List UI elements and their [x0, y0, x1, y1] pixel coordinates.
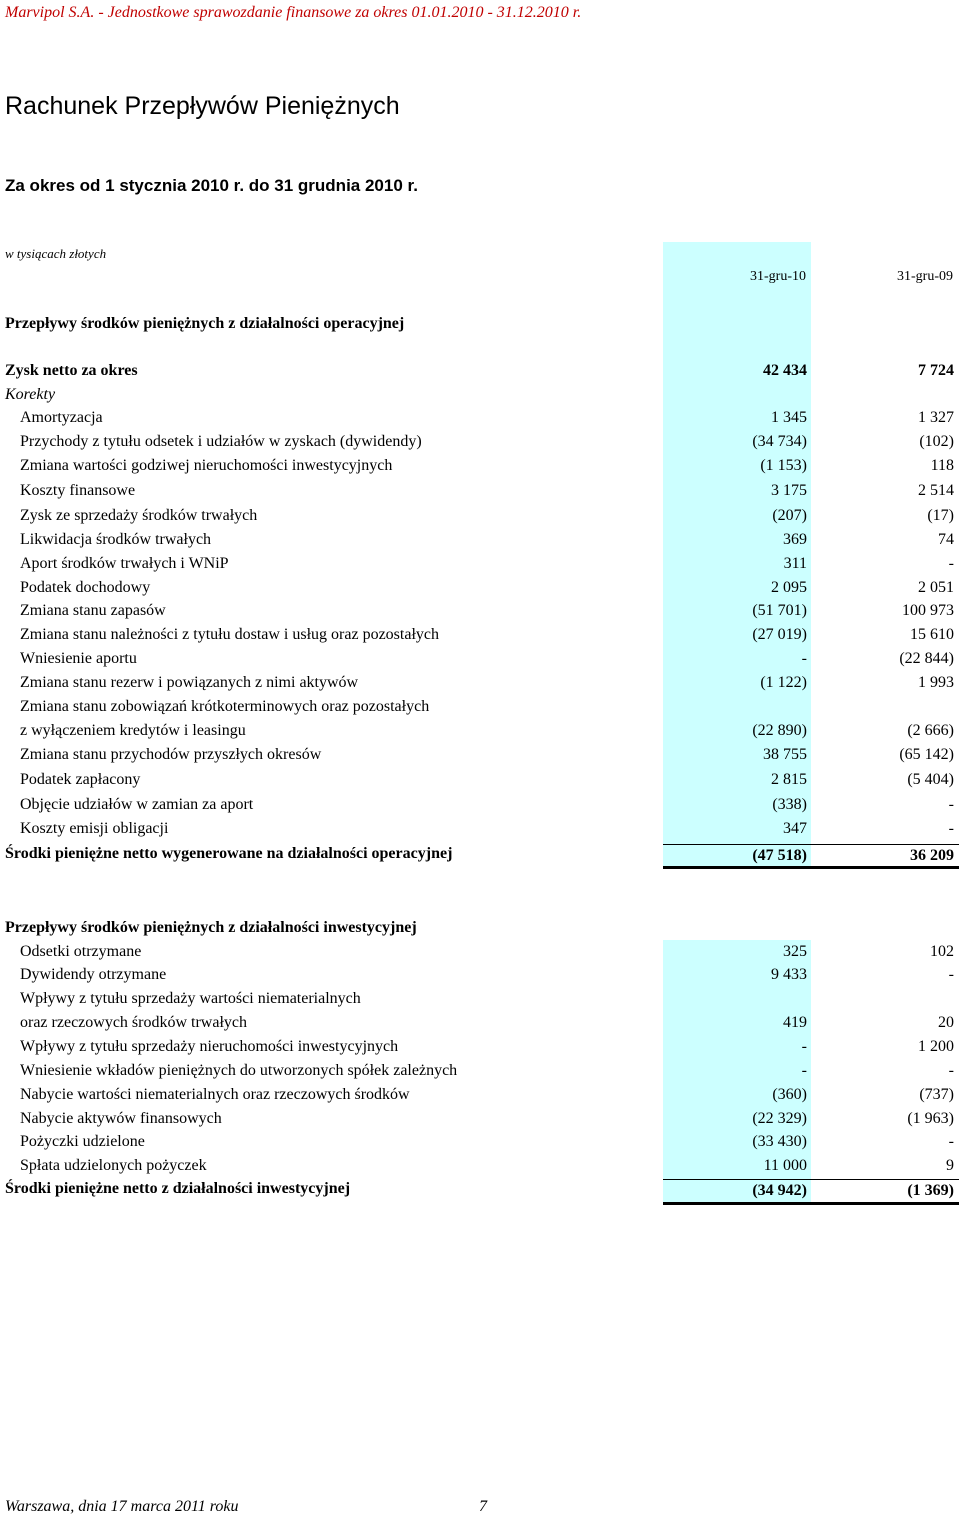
row-label: Dywidendy otrzymane — [20, 966, 167, 983]
row-value-2009: - — [948, 555, 954, 572]
row-label: Zmiana stanu należności z tytułu dostaw i usług oraz pozostałych — [20, 626, 439, 643]
row-label: Pożyczki udzielone — [20, 1133, 145, 1150]
row-value-2009: (65 142) — [899, 746, 954, 763]
row-value-2010: 325 — [783, 943, 807, 960]
row-value-2010: 2 815 — [771, 771, 807, 788]
row-value-2010: (33 430) — [752, 1133, 807, 1150]
row-value-2010: - — [801, 1062, 807, 1079]
row-value-2010: (22 329) — [752, 1110, 807, 1127]
row-label: Wniesienie aportu — [20, 650, 137, 667]
row-label: Zmiana stanu rezerw i powiązanych z nimi aktywów — [20, 674, 359, 691]
table-row — [0, 579, 960, 603]
column-header-2009: 31-gru-09 — [897, 269, 953, 284]
row-label: Wpływy z tytułu sprzedaży nieruchomości inwestycyjnych — [20, 1038, 399, 1055]
row-label: Wniesienie wkładów pieniężnych do utworzonych spółek zależnych — [20, 1062, 458, 1079]
investing-total-label: Środki pieniężne netto z działalności inwestycyjnej — [5, 1180, 351, 1197]
currency-unit-note: w tysiącach złotych — [5, 246, 107, 261]
table-row — [0, 1157, 960, 1181]
table-row — [0, 674, 960, 698]
row-value-2010: (51 701) — [752, 602, 807, 619]
table-row — [0, 626, 960, 650]
row-value-2009: - — [948, 1133, 954, 1150]
row-value-2009: 100 973 — [902, 602, 954, 619]
row-label: z wyłączeniem kredytów i leasingu — [20, 722, 246, 739]
page-title: Rachunek Przepływów Pieniężnych — [5, 92, 400, 120]
table-row — [0, 507, 960, 531]
row-value-2009: (2 666) — [907, 722, 954, 739]
table-row — [0, 1038, 960, 1062]
row-value-2010: 347 — [783, 820, 807, 837]
net-profit-row — [0, 362, 960, 386]
table-row — [0, 771, 960, 795]
row-value-2010: - — [801, 1038, 807, 1055]
investing-total-2010: (34 942) — [752, 1182, 807, 1199]
row-value-2009: - — [948, 1062, 954, 1079]
table-row — [0, 602, 960, 626]
row-label: Podatek dochodowy — [20, 579, 151, 596]
investing-total-2009: (1 369) — [907, 1182, 954, 1199]
table-row — [0, 409, 960, 433]
row-value-2010: 11 000 — [763, 1157, 807, 1174]
investing-total-bottom-rule — [663, 1202, 959, 1205]
row-value-2010: (207) — [772, 507, 807, 524]
table-row — [0, 457, 960, 481]
row-value-2009: - — [948, 796, 954, 813]
row-label: Wpływy z tytułu sprzedaży wartości niematerialnych — [20, 990, 361, 1007]
row-value-2010: (1 122) — [760, 674, 807, 691]
row-value-2009: 2 514 — [918, 482, 954, 499]
row-label: oraz rzeczowych środków trwałych — [20, 1014, 248, 1031]
row-value-2010: 2 095 — [771, 579, 807, 596]
table-row — [0, 1133, 960, 1157]
row-value-2009: 20 — [938, 1014, 954, 1031]
row-value-2009: (22 844) — [899, 650, 954, 667]
table-row — [0, 698, 960, 722]
row-value-2010: 419 — [783, 1014, 807, 1031]
row-value-2009: 2 051 — [918, 579, 954, 596]
row-value-2010: - — [801, 650, 807, 667]
row-value-2009: 1 993 — [918, 674, 954, 691]
row-label: Podatek zapłacony — [20, 771, 141, 788]
column-header-2010: 31-gru-10 — [750, 269, 806, 284]
investing-total-row — [0, 1180, 960, 1204]
row-value-2010: 311 — [783, 555, 807, 572]
net-profit-2010: 42 434 — [763, 362, 807, 379]
adjustments-heading — [0, 386, 960, 410]
row-value-2010: 369 — [783, 531, 807, 548]
table-row — [0, 1014, 960, 1038]
row-value-2010: 1 345 — [771, 409, 807, 426]
row-value-2009: (17) — [927, 507, 954, 524]
row-value-2010: (34 734) — [752, 433, 807, 450]
row-label: Amortyzacja — [20, 409, 103, 426]
row-value-2009: 9 — [946, 1157, 954, 1174]
table-row — [0, 555, 960, 579]
operating-total-label: Środki pieniężne netto wygenerowane na działalności operacyjnej — [5, 845, 453, 862]
row-label: Odsetki otrzymane — [20, 943, 142, 960]
operating-total-bottom-rule — [663, 866, 959, 869]
row-label: Zmiana wartości godziwej nieruchomości inwestycyjnych — [20, 457, 393, 474]
row-value-2009: (5 404) — [907, 771, 954, 788]
row-value-2010: (360) — [772, 1086, 807, 1103]
row-label: Nabycie wartości niematerialnych oraz rzeczowych środków — [20, 1086, 410, 1103]
investing-heading-label: Przepływy środków pieniężnych z działalności inwestycyjnej — [5, 919, 417, 936]
table-row — [0, 746, 960, 770]
row-label: Likwidacja środków trwałych — [20, 531, 212, 548]
investing-section-heading — [0, 919, 960, 943]
row-value-2010: 9 433 — [771, 966, 807, 983]
row-label: Spłata udzielonych pożyczek — [20, 1157, 207, 1174]
row-label: Koszty emisji obligacji — [20, 820, 169, 837]
row-value-2009: 15 610 — [910, 626, 954, 643]
table-row — [0, 796, 960, 820]
table-row — [0, 943, 960, 967]
table-row — [0, 1086, 960, 1110]
footer-place-date: Warszawa, dnia 17 marca 2011 roku — [5, 1498, 239, 1515]
document-header: Marvipol S.A. - Jednostkowe sprawozdanie finansowe za okres 01.01.2010 - 31.12.2010 r. — [5, 4, 582, 21]
row-label: Zmiana stanu zapasów — [20, 602, 166, 619]
table-row — [0, 650, 960, 674]
row-label: Przychody z tytułu odsetek i udziałów w zyskach (dywidendy) — [20, 433, 422, 450]
row-value-2009: 118 — [930, 457, 954, 474]
row-label: Zmiana stanu zobowiązań krótkoterminowych oraz pozostałych — [20, 698, 430, 715]
page-number: 7 — [479, 1498, 487, 1515]
row-label: Koszty finansowe — [20, 482, 136, 499]
net-profit-2009: 7 724 — [918, 362, 954, 379]
operating-section-heading — [0, 315, 960, 339]
operating-total-2009: 36 209 — [910, 847, 954, 864]
row-value-2009: 1 327 — [918, 409, 954, 426]
row-value-2009: (737) — [919, 1086, 954, 1103]
table-row — [0, 966, 960, 990]
row-value-2010: (338) — [772, 796, 807, 813]
operating-total-2010: (47 518) — [752, 847, 807, 864]
net-profit-label: Zysk netto za okres — [5, 362, 138, 379]
adjustments-label: Korekty — [5, 386, 56, 403]
table-row — [0, 433, 960, 457]
table-row — [0, 990, 960, 1014]
row-value-2009: (102) — [919, 433, 954, 450]
reporting-period: Za okres od 1 stycznia 2010 r. do 31 grudnia 2010 r. — [5, 176, 418, 195]
row-label: Zmiana stanu przychodów przyszłych okresów — [20, 746, 322, 763]
row-value-2010: (1 153) — [760, 457, 807, 474]
row-value-2009: - — [948, 966, 954, 983]
row-value-2009: 102 — [930, 943, 954, 960]
row-value-2010: 38 755 — [763, 746, 807, 763]
row-label: Aport środków trwałych i WNiP — [20, 555, 229, 572]
table-row — [0, 482, 960, 506]
row-value-2010: 3 175 — [771, 482, 807, 499]
table-row — [0, 531, 960, 555]
row-label: Nabycie aktywów finansowych — [20, 1110, 222, 1127]
row-value-2009: 1 200 — [918, 1038, 954, 1055]
table-row — [0, 722, 960, 746]
row-label: Objęcie udziałów w zamian za aport — [20, 796, 254, 813]
row-value-2009: - — [948, 820, 954, 837]
row-value-2010: (27 019) — [752, 626, 807, 643]
row-value-2010: (22 890) — [752, 722, 807, 739]
operating-heading-label: Przepływy środków pieniężnych z działalności operacyjnej — [5, 315, 405, 332]
row-value-2009: (1 963) — [907, 1110, 954, 1127]
table-row — [0, 1062, 960, 1086]
table-row — [0, 820, 960, 844]
row-value-2009: 74 — [938, 531, 954, 548]
table-row — [0, 1110, 960, 1134]
row-label: Zysk ze sprzedaży środków trwałych — [20, 507, 258, 524]
